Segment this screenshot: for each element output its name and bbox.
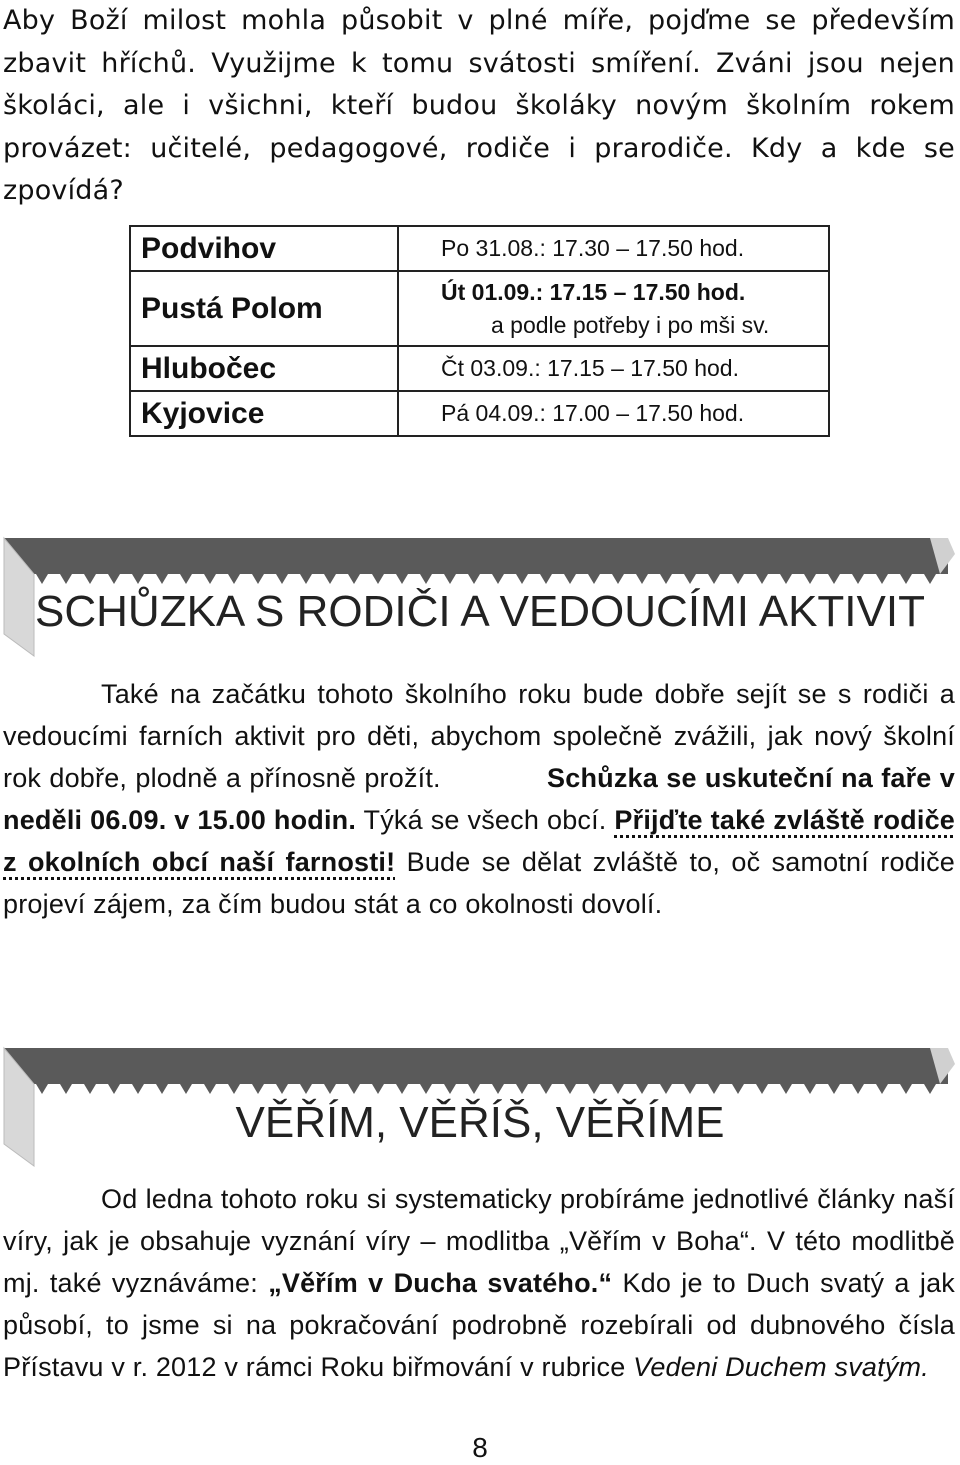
confession-schedule-table xyxy=(129,225,830,437)
table-row xyxy=(130,226,829,271)
rubric-title: Vedeni Duchem svatým. xyxy=(633,1352,929,1382)
schedule-place: Kyjovice xyxy=(130,391,398,436)
table-row xyxy=(130,391,829,436)
paragraph-text: Také na začátku tohoto školního roku bude dobře sejít se s rodiči a vedoucími farních aktivit pro děti, abychom společně zvážili, jak nový školní rok dobře, plodně a přínosně prožít. xyxy=(3,679,955,793)
section-heading-creed: VĚŘÍM, VĚŘÍŠ, VĚŘÍME xyxy=(235,1098,725,1147)
meeting-time-text: Schůzka se uskuteční na faře v neděli 06.09. v 15.00 hodin. xyxy=(3,763,955,835)
schedule-time: Po 31.08.: 17.30 – 17.50 hod. xyxy=(398,226,829,271)
page-number: 8 xyxy=(472,1432,488,1463)
schedule-time: Čt 03.09.: 17.15 – 17.50 hod. xyxy=(398,346,829,391)
paragraph-text: Bude se dělat zvláště to, oč samotní rodiče projeví zájem, za čím budou stát a co okolnosti dovolí. xyxy=(3,847,955,919)
table-row xyxy=(130,346,829,391)
schedule-time-cell xyxy=(398,271,829,346)
invitation-text: Přijďte také zvláště rodiče z okolních obcí naší farnosti! xyxy=(3,805,955,877)
schedule-place: Pustá Polom xyxy=(130,271,398,346)
schedule-note: a podle potřeby i po mši sv. xyxy=(491,311,770,338)
section-heading-parents-meeting: SCHŮZKA S RODIČI A VEDOUCÍMI AKTIVIT xyxy=(35,587,925,636)
schedule-place: Hlubočec xyxy=(130,346,398,391)
fringe-ornament xyxy=(36,1084,936,1094)
schedule-time: Út 01.09.: 17.15 – 17.50 hod. xyxy=(441,278,746,305)
table-row xyxy=(130,271,829,346)
parents-meeting-paragraph xyxy=(3,673,955,925)
paragraph-text: Od ledna tohoto roku si systematicky probíráme jednotlivé články naší víry, jak je obsahuje vyznání víry – modlitba „Věřím v Boha“. V této modlitbě mj. také vyznáváme: xyxy=(3,1184,955,1298)
intro-text: Aby Boží milost mohla působit v plné míře, pojďme se především zbavit hříchů. Využijme k tomu svátosti smíření. Zváni jsou nejen školáci, ale i všichni, kteří budou školáky novým školním rokem provázet: učitelé, pedagogové, rodiče i prarodiče. Kdy a kde se zpovídá? xyxy=(3,5,955,206)
schedule-place: Podvihov xyxy=(130,226,398,271)
schedule-time: Pá 04.09.: 17.00 – 17.50 hod. xyxy=(398,391,829,436)
intro-paragraph xyxy=(3,0,955,213)
creed-paragraph xyxy=(3,1178,955,1388)
fringe-ornament xyxy=(36,574,936,584)
creed-quote: „Věřím v Ducha svatého.“ xyxy=(268,1268,613,1298)
paragraph-text: Týká se všech obcí. xyxy=(363,805,607,835)
paragraph-text: Kdo je to Duch svatý a jak působí, to jsme si na pokračování podrobně rozebírali od dubnového čísla Přístavu v r. 2012 v rámci Roku biřmování v rubrice xyxy=(3,1268,955,1382)
